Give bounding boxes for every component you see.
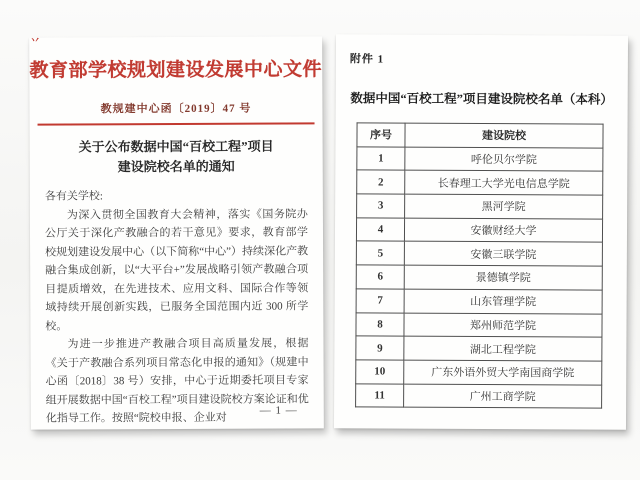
notice-title-line1: 关于公布数据中国“百校工程”项目	[78, 138, 274, 155]
school-table	[355, 122, 603, 409]
attachment-document-page	[334, 34, 628, 430]
school-name-cell: 广州工商学院	[404, 384, 602, 409]
red-divider-rule	[38, 122, 315, 125]
table-row	[356, 336, 602, 361]
table-row	[357, 147, 603, 172]
notice-body	[45, 186, 309, 428]
table-row	[356, 289, 602, 314]
column-header-school: 建设院校	[405, 123, 603, 148]
row-index-cell: 6	[356, 265, 404, 289]
body-paragraph-1: 为深入贯彻全国教育大会精神，落实《国务院办公厅关于深化产教融合的若干意见》要求，教育部学校规划建设发展中心（以下简称“中心”）持续深化产教融合集成创新，以“大平台+”发展战略引领产教融合项目提质增效，在先进技术、应用文科、国际合作等领域持续开展创新实践，已服务全国范围内近 300 所学校。	[44, 207, 309, 333]
school-name-cell: 山东管理学院	[404, 289, 602, 314]
table-header-row	[357, 123, 603, 148]
table-row	[356, 265, 602, 290]
column-header-index: 序号	[357, 123, 405, 147]
school-name-cell: 呼伦贝尔学院	[405, 147, 603, 172]
row-index-cell: 1	[357, 147, 405, 171]
row-index-cell: 4	[356, 218, 404, 242]
row-index-cell: 10	[356, 360, 404, 384]
attachment-title: 数据中国“百校工程”项目建设院校名单（本科）	[350, 91, 613, 107]
school-table-body	[356, 147, 603, 409]
school-name-cell: 长春理工大学光电信息学院	[405, 170, 603, 195]
school-name-cell: 郑州师范学院	[404, 313, 602, 338]
table-row	[356, 241, 602, 266]
table-row	[357, 194, 603, 219]
body-paragraph-2: 为进一步推进产教融合项目高质量发展，根据《关于产教融合系列项目常态化申报的通知》（规建中心函〔2018〕38 号）安排，中心于近期委托项目专家组开展数据中国“百校工程”项目建设院校方案论证和优化指导工作。按照“院校申报、企业对	[45, 337, 309, 425]
row-index-cell: 3	[357, 194, 405, 218]
school-name-cell: 广东外语外贸大学南国商学院	[404, 360, 602, 385]
table-row	[356, 360, 602, 385]
notice-document-page	[29, 36, 324, 429]
row-index-cell: 5	[356, 241, 404, 265]
notice-title	[30, 136, 323, 177]
document-reference-number: 教规建中心函〔2019〕47 号	[100, 102, 252, 116]
row-index-cell: 11	[356, 383, 404, 407]
row-index-cell: 7	[356, 289, 404, 313]
school-name-cell: 湖北工程学院	[404, 336, 602, 361]
attachment-label: 附件 1	[349, 53, 385, 66]
school-name-cell: 黑河学院	[405, 194, 603, 219]
table-row	[356, 218, 602, 243]
school-name-cell: 安徽财经大学	[404, 218, 602, 243]
document-issuer-header: 教育部学校规划建设发展中心文件	[29, 59, 323, 82]
row-index-cell: 9	[356, 336, 404, 360]
school-name-cell: 安徽三联学院	[404, 242, 602, 267]
page-number: — 1 —	[259, 404, 298, 417]
school-name-cell: 景德镇学院	[404, 265, 602, 290]
row-index-cell: 2	[357, 170, 405, 194]
table-row	[356, 312, 602, 337]
salutation-line: 各有关学校:	[44, 190, 103, 203]
table-row	[356, 383, 602, 408]
red-pen-mark-icon: 丷	[30, 35, 41, 47]
row-index-cell: 8	[356, 312, 404, 336]
notice-title-line2: 建设院校名单的通知	[117, 158, 235, 175]
table-row	[357, 170, 603, 195]
